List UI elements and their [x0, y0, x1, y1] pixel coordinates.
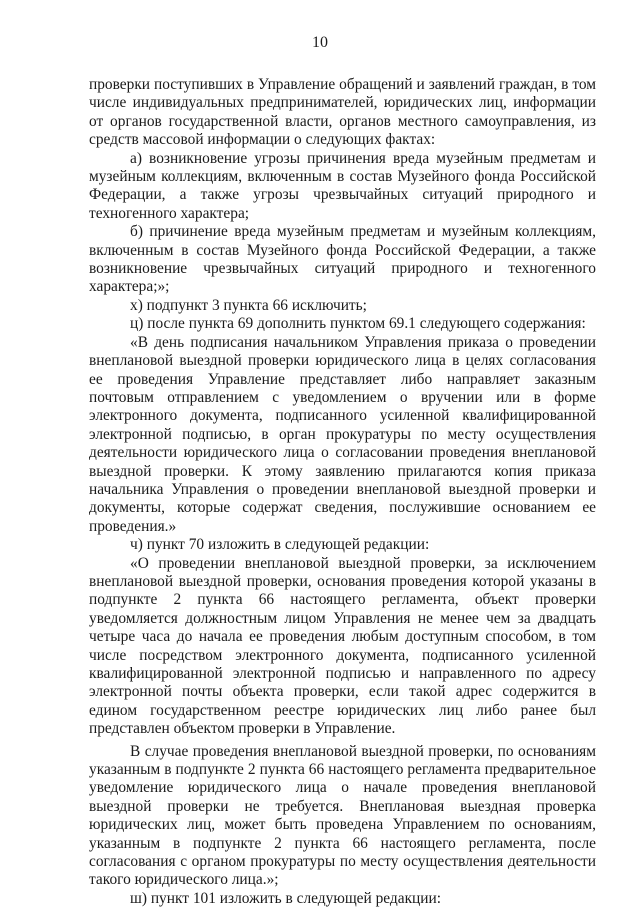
paragraph-quote-70-continued: В случае проведения внеплановой выездной проверки, по основаниям указанным в подпункте 2 пункта 66 настоящего регламента предварительное уведомление юридического лица о начале проведения внеплановой выездной проверки не требуется. Внеплановая выездная проверка юридических лиц, может быть проведена Управлением по основаниям, указанным в подпункте 2 пункта 66 настоящего регламента, после согласования с органом прокуратуры по месту осуществления деятельности такого юридического лица.»; — [89, 742, 596, 889]
page-number: 10 — [312, 34, 328, 51]
paragraph-quote-70: «О проведении внеплановой выездной проверки, за исключением внеплановой выездной проверки, основания проведения которой указаны в подпункте 2 пункта 66 настоящего регламента, объект проверки уведомляется должностным лицом Управления не менее чем за двадцать четыре часа до начала ее проведения любым доступным способом, в том числе посредством электронного документа, подписанного усиленной квалифицированной электронной подписью и направленного по адресу электронной почты объекта проверки, если такой адрес содержится в едином государственном реестре юридических лиц либо ранее был представлен объектом проверки в Управление. — [89, 554, 596, 738]
paragraph-item-sh: ш) пункт 101 изложить в следующей редакции: — [130, 889, 442, 907]
paragraph-item-ts: ц) после пункта 69 дополнить пунктом 69.1 следующего содержания: — [130, 315, 586, 333]
paragraph-item-b: б) причинение вреда музейным предметам и музейным коллекциям, включенным в состав Музейного фонда Российской Федерации, а также возникновение чрезвычайных ситуаций природного и техногенного характера;»; — [89, 223, 596, 296]
paragraph-continuation: проверки поступивших в Управление обращений и заявлений граждан, в том числе индивидуальных предпринимателей, юридических лиц, информации от органов государственной власти, органов местного самоуправления, из средств массовой информации о следующих фактах: — [89, 76, 596, 149]
paragraph-quote-69-1: «В день подписания начальником Управления приказа о проведении внеплановой выездной проверки юридического лица в целях согласования ее проведения Управление представляет либо направляет заказным почтовым отправлением с уведомлением о вручении или в форме электронного документа, подписанного усиленной квалифицированной электронной подписью, в орган прокуратуры по месту осуществления деятельности юридического лица о согласовании проведения внеплановой выездной проверки. К этому заявлению прилагаются копия приказа начальника Управления о проведении внеплановой выездной проверки и документы, которые содержат сведения, послужившие основанием ее проведения.» — [89, 333, 596, 535]
paragraph-item-a: а) возникновение угрозы причинения вреда музейным предметам и музейным коллекциям, включенным в состав Музейного фонда Российской Федерации, а также угрозы чрезвычайных ситуаций природного и техногенного характера; — [89, 149, 596, 222]
paragraph-item-ch: ч) пункт 70 изложить в следующей редакции: — [130, 536, 430, 554]
document-body — [89, 76, 596, 908]
paragraph-item-kh: х) подпункт 3 пункта 66 исключить; — [130, 296, 367, 314]
